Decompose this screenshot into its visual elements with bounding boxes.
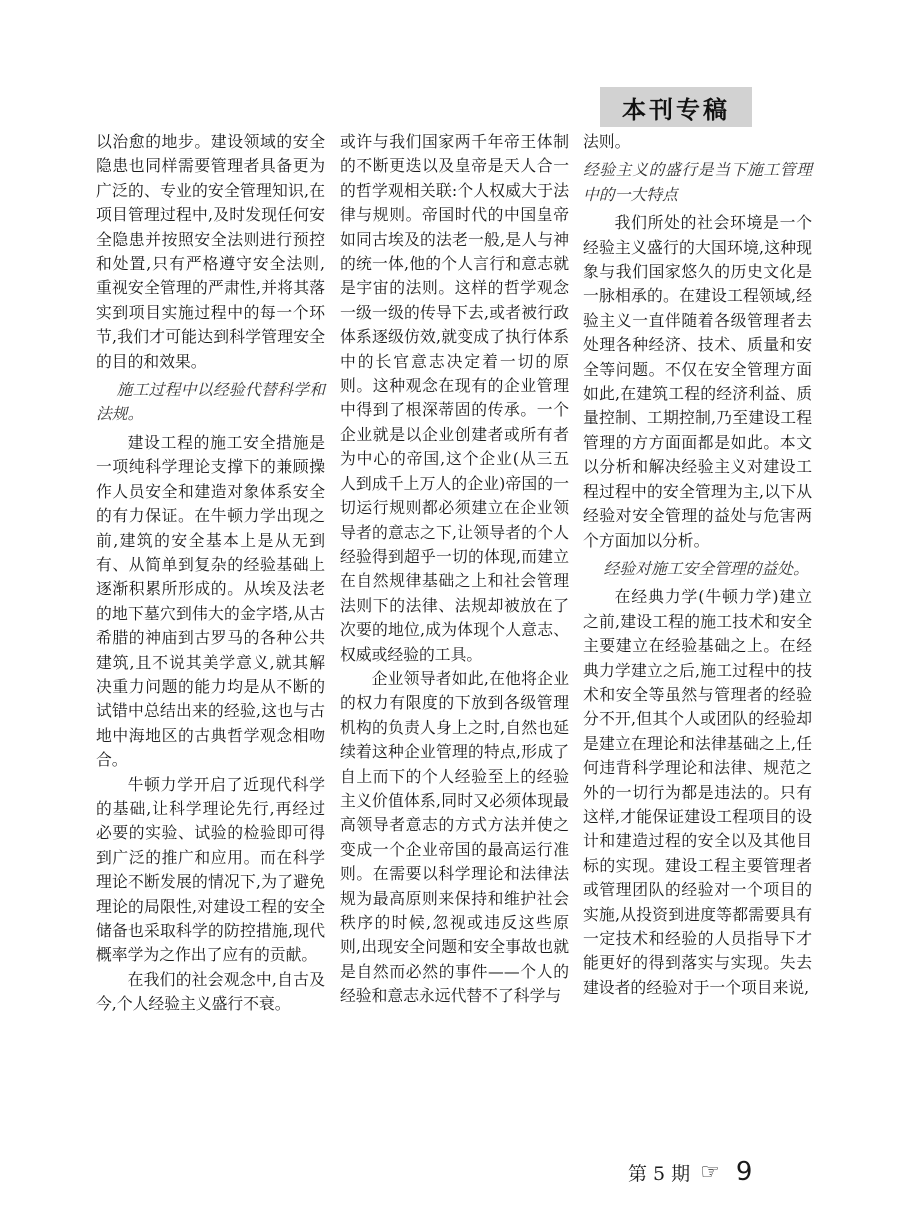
section-tab: 本刊专稿 [600,87,752,127]
paragraph: 在我们的社会观念中,自古及今,个人经验主义盛行不衰。 [96,969,325,1014]
paragraph: 法则。 [583,132,631,151]
column-1 [96,130,325,1017]
page-footer [628,1157,752,1187]
issue-label: 第 5 期 [628,1162,691,1185]
subheading: 施工过程中以经验代替科学和法规。 [96,380,325,424]
paragraph: 企业领导者如此,在他将企业的权力有限度的下放到各级管理机构的负责人身上之时,自然也延续着这种企业管理的特点,形成了自上而下的个人经验至上的经验主义价值体系,同时又必须体现最高领导者意志的方式方法并使之变成一个企业帝国的最高运行准则。在需要以科学理论和法律法规为最高原则来保持和维护社会秩序的时候,忽视或违反这些原则,出现安全问题和安全事故也就是自然而必然的事件——个人的经验和意志永远代替不了科学与 [340,668,569,1006]
column-3 [583,130,812,1000]
subheading: 经验主义的盛行是当下施工管理中的一大特点 [583,160,812,204]
column-2 [340,130,569,1009]
paragraph: 在经典力学(牛顿力学)建立之前,建设工程的施工技术和安全主要建立在经验基础之上。在经典力学建立之后,施工过程中的技术和安全等虽然与管理者的经验分不开,但其个人或团队的经验却是建立在理论和法律基础之上,任何违背科学理论和法律、规范之外的一切行为都是违法的。只有这样,才能保证建设工程项目的设计和建造过程的安全以及其他目标的实现。建设工程主要管理者或管理团队的经验对一个项目的实施,从投资到进度等都需要具有一定技术和经验的人员指导下才能更好的得到落实与实现。失去建设者的经验对于一个项目来说, [583,587,812,997]
page-number: 9 [735,1157,753,1187]
paragraph: 或许与我们国家两千年帝王体制的不断更迭以及皇帝是天人合一的哲学观相关联:个人权威大于法律与规则。帝国时代的中国皇帝如同古埃及的法老一般,是人与神的统一体,他的个人言行和意志就是宇宙的法则。这样的哲学观念一级一级的传导下去,或者被行政体系逐级仿效,就变成了执行体系中的长官意志决定着一切的原则。这种观念在现有的企业管理中得到了根深蒂固的传承。一个企业就是以企业创建者或所有者为中心的帝国,这个企业(从三五人到成千上万人的企业)帝国的一切运行规则都必须建立在企业领导者的意志之下,让领导者的个人经验得到超乎一切的体现,而建立在自然规律基础之上和社会管理法则下的法律、法规却被放在了次要的地位,成为体现个人意志、权威或经验的工具。 [340,132,569,664]
paragraph: 建设工程的施工安全措施是一项纯科学理论支撑下的兼顾操作人员安全和建造对象体系安全的有力保证。在牛顿力学出现之前,建筑的安全基本上是从无到有、从简单到复杂的经验基础上逐渐积累所形成的。从埃及法老的地下墓穴到伟大的金字塔,从古希腊的神庙到古罗马的各种公共建筑,且不说其美学意义,就其解决重力问题的能力均是从不断的试错中总结出来的经验,这也与古地中海地区的古典哲学观念相吻合。 [96,432,325,770]
pointing-hand-icon: ☞ [700,1159,720,1185]
paragraph: 以治愈的地步。建设领域的安全隐患也同样需要管理者具备更为广泛的、专业的安全管理知识,在项目管理过程中,及时发现任何安全隐患并按照安全法则进行预控和处置,只有严格遵守安全法则,重视安全管理的严肃性,并将其落实到项目实施过程中的每一个环节,我们才可能达到科学管理安全的目的和效果。 [96,132,325,371]
subheading: 经验对施工安全管理的益处。 [603,558,809,578]
paragraph: 牛顿力学开启了近现代科学的基础,让科学理论先行,再经过必要的实验、试验的检验即可得到广泛的推广和应用。而在科学理论不断发展的情况下,为了避免理论的局限性,对建设工程的安全储备也采取科学的防控措施,现代概率学为之作出了应有的贡献。 [96,774,325,965]
paragraph: 我们所处的社会环境是一个经验主义盛行的大国环境,这种现象与我们国家悠久的历史文化是一脉相承的。在建设工程领域,经验主义一直伴随着各级管理者去处理各种经济、技术、质量和安全等问题。不仅在安全管理方面如此,在建筑工程的经济利益、质量控制、工期控制,乃至建设工程管理的方方面面都是如此。本文以分析和解决经验主义对建设工程过程中的安全管理为主,以下从经验对安全管理的益处与危害两个方面加以分析。 [583,213,812,550]
